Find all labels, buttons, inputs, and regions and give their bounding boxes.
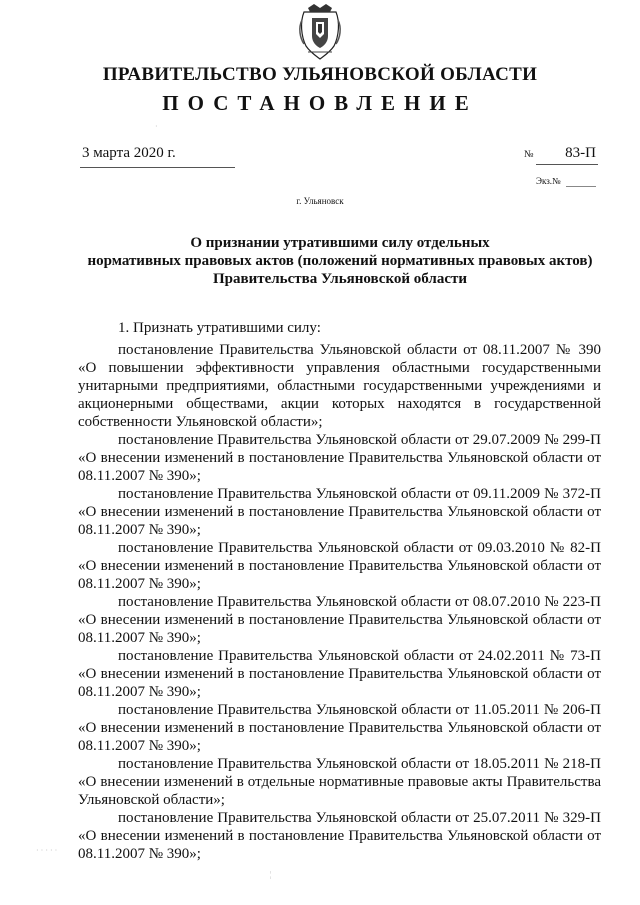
body-paragraph: постановление Правительства Ульяновской области от 08.07.2010 № 223-П «О внесении изменений в постановление Правительства Ульяновской области от 08.11.2007 № 390»; bbox=[78, 594, 601, 646]
document-number: 83-П bbox=[565, 145, 596, 161]
coat-of-arms-icon bbox=[298, 2, 342, 62]
copy-number-label: Экз.№ bbox=[536, 176, 561, 186]
organization-name: ПРАВИТЕЛЬСТВО УЛЬЯНОВСКОЙ ОБЛАСТИ bbox=[102, 64, 538, 85]
copy-number-underline bbox=[566, 186, 596, 187]
number-sign: № bbox=[524, 149, 534, 160]
scan-speck: · bbox=[155, 122, 158, 131]
number-underline bbox=[536, 164, 598, 165]
body-paragraph: постановление Правительства Ульяновской области от 25.07.2011 № 329-П «О внесении изменений в постановление Правительства Ульяновской области от 08.11.2007 № 390»; bbox=[78, 810, 601, 862]
document-type: ПОСТАНОВЛЕНИЕ bbox=[162, 91, 478, 115]
body-paragraph: постановление Правительства Ульяновской области от 11.05.2011 № 206-П «О внесении изменений в постановление Правительства Ульяновской области от 08.11.2007 № 390»; bbox=[78, 702, 601, 754]
body-paragraph: постановление Правительства Ульяновской области от 09.11.2009 № 372-П «О внесении изменений в постановление Правительства Ульяновской области от 08.11.2007 № 390»; bbox=[78, 486, 601, 538]
title-line: О признании утратившими силу отдельных bbox=[190, 235, 490, 251]
document-title bbox=[40, 234, 640, 288]
body-paragraph: постановление Правительства Ульяновской области от 09.03.2010 № 82-П «О внесении изменений в постановление Правительства Ульяновской области от 08.11.2007 № 390»; bbox=[78, 540, 601, 592]
body-lead: 1. Признать утратившими силу: bbox=[118, 320, 321, 336]
body-paragraph: постановление Правительства Ульяновской области от 18.05.2011 № 218-П «О внесении изменений в отдельные нормативные правовые акты Правительства Ульяновской области»; bbox=[78, 756, 601, 808]
city-name: г. Ульяновск bbox=[296, 196, 344, 206]
scan-speck: · · · · · bbox=[36, 846, 58, 855]
body-paragraph: постановление Правительства Ульяновской области от 08.11.2007 № 390 «О повышении эффективности управления областными государственными унитарными предприятиями, областными государственными учреждениями и акционерными обществами, акции которых находятся в государственной собственности Ульяновской области»; bbox=[78, 342, 601, 430]
title-line: Правительства Ульяновской области bbox=[212, 271, 468, 287]
document-body bbox=[78, 319, 601, 863]
body-paragraph: постановление Правительства Ульяновской области от 24.02.2011 № 73-П «О внесении изменений в постановление Правительства Ульяновской области от 08.11.2007 № 390»; bbox=[78, 648, 601, 700]
scan-speck: ¦ bbox=[270, 870, 272, 879]
document-date: 3 марта 2020 г. bbox=[82, 145, 176, 161]
body-paragraph: постановление Правительства Ульяновской области от 29.07.2009 № 299-П «О внесении изменений в постановление Правительства Ульяновской области от 08.11.2007 № 390»; bbox=[78, 432, 601, 484]
date-underline bbox=[80, 167, 235, 168]
title-line: нормативных правовых актов (положений нормативных правовых актов) bbox=[87, 253, 593, 269]
